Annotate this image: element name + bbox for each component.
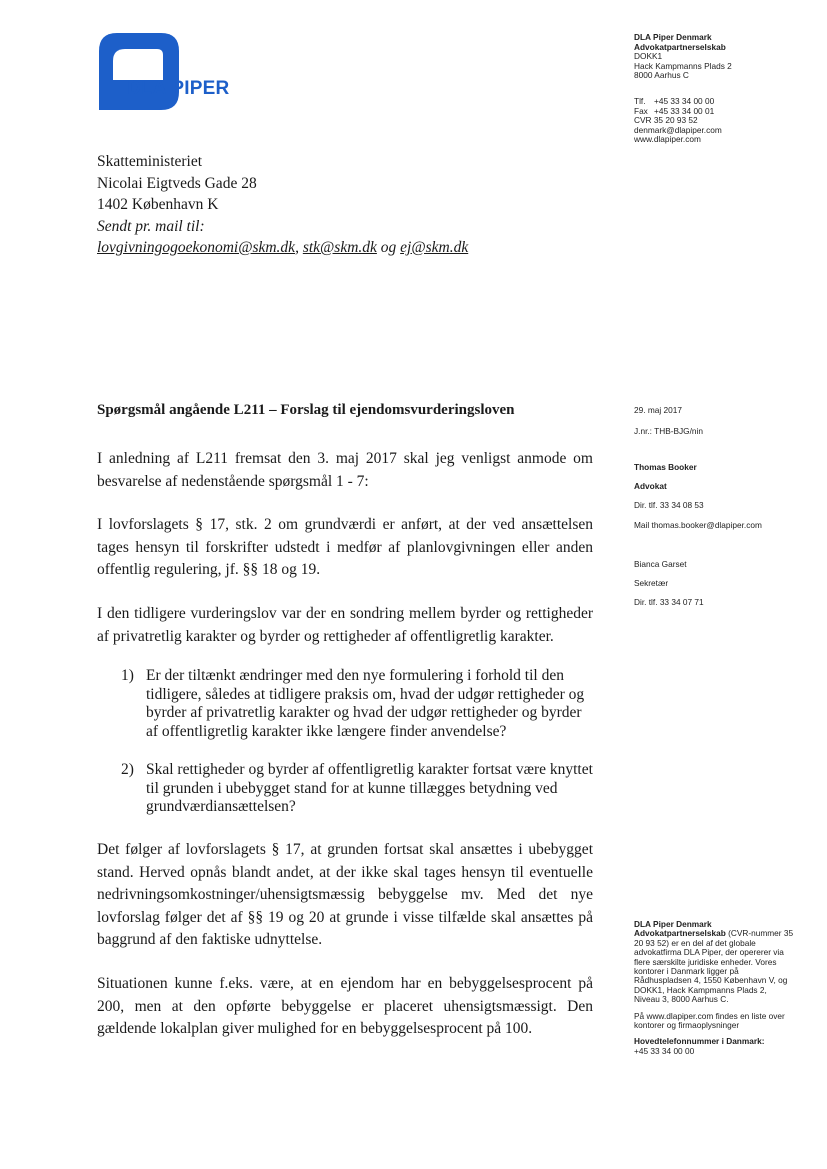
sender-contact [634, 97, 722, 145]
sender-city: 8000 Aarhus C [634, 70, 689, 81]
paragraph-3: I den tidligere vurderingslov var der en sondring mellem byrder og rettigheder af privatretlig karakter og byrder og rettigheder af offentligretlig karakter. [97, 605, 593, 645]
journal-number: J.nr.: THB-BJG/nin [634, 426, 704, 436]
lawyer-name: Thomas Booker [634, 462, 697, 472]
firm-description-text: (CVR-nummer 35 20 93 52) er en del af det globale advokatfirma DLA Piper, der opererer via flere særskilte juridiske enheder. Vores kontorer i Danmark ligger på Rådhuspladsen 4, 1550 København V, og DOKK1, Hack Kampmanns Plads 2, Niveau 3, 8000 Aarhus C. [634, 928, 794, 1005]
paragraph-5: Situationen kunne f.eks. være, at en ejendom har en bebyggelsesprocent på 200, men at den opførte bebyggelse er placeret uhensigtsmæssigt. Den gældende lokalplan giver mulighed for en bebyggelsesprocent på 100. [97, 975, 593, 1037]
paragraph-1: I anledning af L211 fremsat den 3. maj 2017 skal jeg venligst anmode om besvarelse af nedenstående spørgsmål 1 - 7: [97, 450, 593, 490]
subject-heading: Spørgsmål angående L211 – Forslag til ejendomsvurderingsloven [97, 402, 515, 418]
question-2 [121, 761, 593, 817]
main-phone-label: Hovedtelefonnummer i Danmark: [634, 1036, 765, 1047]
lawyer-phone: Dir. tlf. 33 34 08 53 [634, 500, 704, 510]
email-link-1[interactable]: lovgivningogoekonomi@skm.dk [97, 239, 296, 256]
email-link-2[interactable]: stk@skm.dk [302, 239, 377, 256]
sender-address [634, 33, 732, 81]
email-sep-2: og [376, 239, 401, 256]
sender-web[interactable]: www.dlapiper.com [634, 134, 701, 145]
question-2-text: Skal rettigheder og byrder af offentligretlig karakter fortsat være knyttet til grunden i ubebygget stand for at kunne tillægges betydning ved grundværdiansættelsen? [146, 761, 593, 815]
cvr: CVR 35 20 93 52 [634, 115, 698, 126]
fax-value: +45 33 34 00 01 [654, 105, 715, 116]
sender-firm: Advokatpartnerselskab [634, 41, 726, 52]
lawyer-title: Advokat [634, 481, 667, 491]
firm-description-bold: DLA Piper Denmark Advokatpartnerselskab [634, 919, 726, 939]
fax-label: Fax [634, 105, 648, 116]
email-link-3[interactable]: ej@skm.dk [400, 239, 469, 256]
main-phone: +45 33 34 00 00 [634, 1045, 695, 1056]
paragraph-2: I lovforslagets § 17, stk. 2 om grundværdi er anført, at der ved ansættelsen tages hensyn til forskrifter udstedt i medfør af planlovgivningen eller anden offentlig regulering, jf. §§ 18 og 19. [97, 516, 593, 578]
firm-web-note: På www.dlapiper.com findes en liste over kontorer og firmaoplysninger [634, 1010, 785, 1031]
sender-email[interactable]: denmark@dlapiper.com [634, 124, 722, 135]
recipient-emails [97, 237, 468, 259]
recipient-name: Skatteministeriet [97, 153, 203, 170]
secretary-title: Sekretær [634, 578, 669, 588]
lawyer-email[interactable]: Mail thomas.booker@dlapiper.com [634, 520, 762, 530]
secretary-name: Bianca Garset [634, 559, 687, 569]
secretary-phone: Dir. tlf. 33 34 07 71 [634, 597, 704, 607]
recipient-street: Nicolai Eigtveds Gade 28 [97, 174, 257, 192]
tlf-label: Tlf. [634, 96, 646, 106]
recipient-address [97, 151, 468, 259]
sender-name: DLA Piper Denmark [634, 32, 712, 42]
recipient-city: 1402 København K [97, 196, 219, 213]
question-2-number: 2) [121, 761, 134, 778]
question-1 [121, 667, 593, 741]
firm-info [634, 920, 794, 1056]
question-1-number: 1) [121, 667, 134, 684]
letter-date: 29. maj 2017 [634, 405, 682, 415]
firm-description [634, 920, 794, 1005]
sender-street: Hack Kampmanns Plads 2 [634, 60, 732, 71]
sent-note: Sendt pr. mail til: [97, 217, 205, 235]
email-sep-1: , [295, 239, 303, 256]
tlf-value: +45 33 34 00 00 [654, 96, 715, 106]
paragraph-4: Det følger af lovforslagets § 17, at grunden fortsat skal ansættes i ubebygget stand. Herved opnås blandt andet, at der ikke skal tages hensyn til eventuelle nedrivningsomkostninger/uhensigtsmæssig bebyggelse mv. Med det nye lovforslag følger det af §§ 19 og 20 at grunde i visse tilfælde skal ansættes på baggrund af den faktiske udnyttelse. [97, 841, 593, 948]
logo-text: DLA PIPER [127, 78, 230, 99]
sender-building: DOKK1 [634, 51, 663, 62]
question-1-text: Er der tiltænkt ændringer med den nye formulering i forhold til den tidligere, således at tidligere praksis om, hvad der udgør rettigheder og byrder af privatretlig karakter og hvad der udgør rettigheder og byrder af offentligretlig karakter ikke længere finder anvendelse? [146, 667, 585, 740]
